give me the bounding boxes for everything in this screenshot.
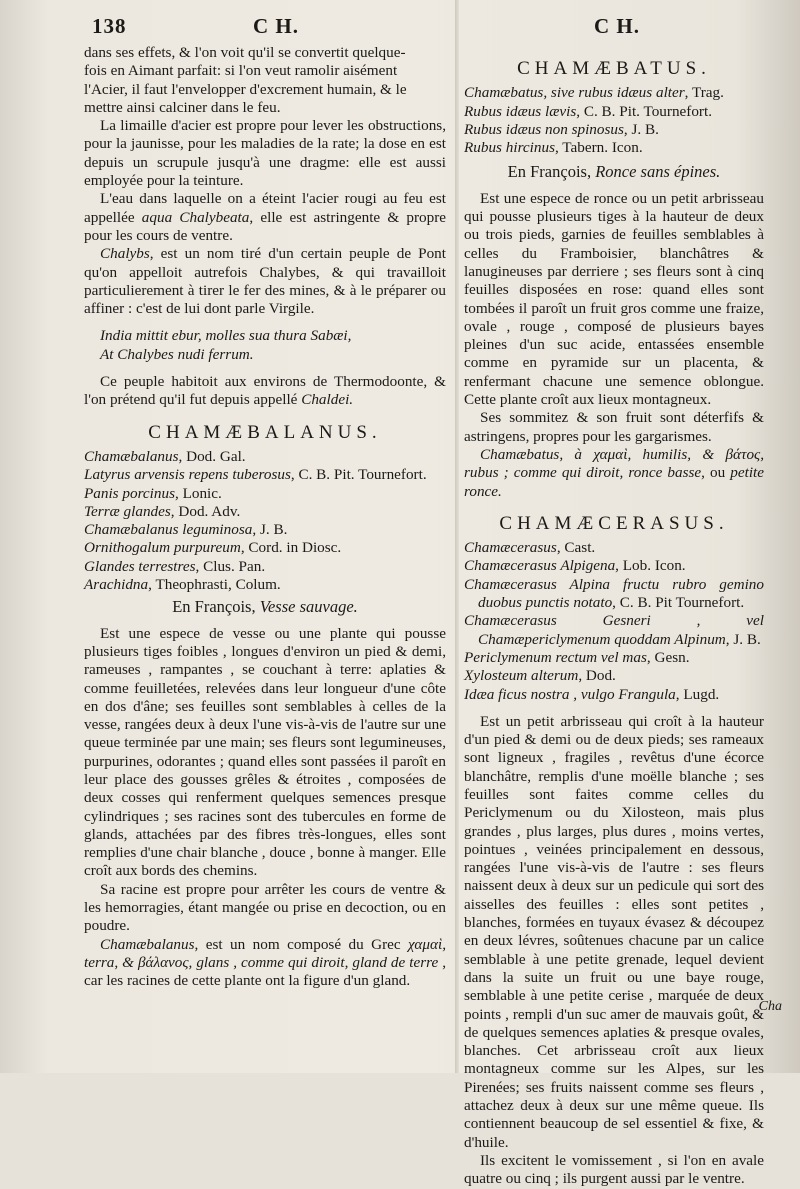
column-gutter: [455, 0, 459, 1073]
etymology-paragraph: Chamæbatus, à χαμαὶ, humilis, & βάτος, rubus ; comme qui diroit, ronce basse, ou petite ronce.: [464, 445, 765, 500]
synonym-entry: Latyrus arvensis repens tuberosus, C. B. Pit. Tournefort.: [84, 466, 427, 484]
synonym-list: [464, 84, 764, 157]
etymology-paragraph: Chamæbalanus, est un nom composé du Grec χαμαὶ, terra, & βάλανος, glans , comme qui diroit, gland de terre , car les racines de cette plante ont la figure d'un gland.: [84, 935, 446, 990]
verse-line: At Chalybes nudi ferrum.: [100, 345, 254, 363]
synonym-list: [464, 539, 764, 704]
synonym-entry: Xylosteum alterum, Dod.: [464, 667, 616, 685]
usage-paragraph: Ils excitent le vomissement , si l'on en avale quatre ou cinq ; ils purgent aussi par le ventre.: [464, 1151, 764, 1188]
text-line: dans ses effets, & l'on voit qu'il se convertit quelque-: [84, 44, 406, 61]
synonym-entry: Chamæcerasus Alpina fructu rubro gemino duobus punctis notato, C. B. Pit Tournefort.: [464, 575, 764, 612]
synonym-entry: Chamæcerasus Alpigena, Lob. Icon.: [464, 557, 686, 575]
paragraph-eau: L'eau dans laquelle on a éteint l'acier rougi au feu est appellée aqua Chalybeata, elle est astringente & propre pour les cours de ventre.: [84, 190, 446, 244]
text-line: mettre ainsi calciner dans le feu.: [84, 98, 281, 116]
synonym-list: [84, 448, 446, 594]
description-paragraph: Est une espece de vesse ou une plante qui pousse plusieurs tiges foibles , longues d'environ un pied & demi, rameuses , rampantes , se couchant à terre: aplaties & comme feuilletées, relevées dans leur longueur d'une côte en dos d'âne; ses feuilles sont semblables à celles de la vesse, rangées deux à deux l'une vis-à-vis de l'autre sur une queue terminée par une main; ses fleurs sont legumineuses, purpurines, odorantes ; quand elles sont passées il paroît en leur place des gousses grêles & étroites , composées de deux cosses qui renferment quelques semences presque cylindriques ; ses racines sont des tubercules en forme de glands, attachées par des fibres très-longues, elles sont remplies d'une chair blanche , douce , bonne à manger. Elle croît aux bords des chemins.: [84, 624, 446, 880]
usage-paragraph: Ses sommitez & son fruit sont déterfifs & astringens, propres pour les gargarismes.: [464, 409, 764, 445]
catchword: Cha: [758, 999, 782, 1014]
synonym-entry: Glandes terrestres, Clus. Pan.: [84, 557, 266, 575]
description-paragraph: Est un petit arbrisseau qui croît à la hauteur d'un pied & demi ou de deux pieds; ses rameaux sont ligneux , fragiles , revêtus d'une écorce blanchâtre, remplis d'une moëlle blanche ; ses feuilles sont faites comme celles du Periclymenum ou du Xilosteon, mais plus grandes , plus larges, plus dures , moins vertes, pointues , veinées principalement en dessous, rangées l'une vis-à-vis de l'autre : ses fleurs naissent deux à deux sur un pedicule qui sort des aisselles des feuilles : elles sont petites , blanches, formées en tuyaux évasez & découpez en deux lévres, soûtenues chacune par un calice semblable à une petite grenade, lequel devient dans la suite un fruit ou une baye rouge, semblable à une petite cerise , marquée de deux points , rempli d'un suc amer de mauvais goût, & de quelques semences aplaties & presque ovales, blanches. Cet arbrisseau croît aux lieux montagneux comme sur les Alpes, sur les Pirenées; ses fruits naissent comme ses fleurs , attachez deux à deux sur une même queue. Ils contiennent beaucoup de sel essentiel & fixe, & d'huile.: [464, 712, 764, 1151]
right-column: [464, 60, 764, 1189]
synonym-entry: Rubus hircinus, Tabern. Icon.: [464, 139, 643, 157]
synonym-entry: Chamæbalanus leguminosa, J. B.: [84, 521, 288, 539]
synonym-entry: Terræ glandes, Dod. Adv.: [84, 502, 241, 520]
text-line: fois en Aimant parfait: si l'on veut ramolir aisément: [84, 62, 398, 80]
synonym-entry: Panis porcinus, Lonic.: [84, 484, 222, 502]
paragraph-chalybs: Chalybs, est un nom tiré d'un certain peuple de Pont qu'on appelloit autrefois Chalybes, & qui travailloit particulierement à tirer le fer des mines, & à le préparer ou affiner : c'est de lui dont parle Virgile.: [84, 245, 446, 318]
description-paragraph: Est une espece de ronce ou un petit arbrisseau qui pousse plusieurs tiges à la hauteur de deux ou trois pieds, garnies de feuilles semblables à celles du Framboisier, blanchâtres & lanugineuses par derriere ; ses fleurs sont à cinq feuilles disposées en rose: quand elles sont tombées il paroît un fruit gros comme une fraize, ovale , rouge , composé de plusieurs bayes pleines d'un suc acide, entassées ensemble comme en pyramide sur un placenta, & renfermant chacune une semence oblongue. Cette plante croît aux lieux montagneux.: [464, 189, 764, 409]
french-name-heading: En François, Vesse sauvage.: [172, 597, 358, 617]
synonym-entry: Chamæbalanus, Dod. Gal.: [84, 447, 246, 465]
section-title-chamaebatus: CHAMÆBATUS.: [517, 58, 711, 79]
synonym-entry: Chamæcerasus, Cast.: [464, 539, 596, 557]
verse-line: India mittit ebur, molles sua thura Sabæi,: [100, 327, 352, 345]
synonym-entry: Arachidna, Theophrasti, Colum.: [84, 576, 281, 594]
left-column: [84, 44, 446, 991]
synonym-entry: Rubus idæus lævis, C. B. Pit. Tournefort.: [464, 102, 713, 120]
intro-lines: [84, 44, 446, 117]
french-name-heading: En François, Ronce sans épines.: [507, 162, 721, 182]
left-running-head: C H.: [253, 14, 299, 38]
right-running-head: C H.: [594, 14, 640, 38]
page-number: 138: [92, 14, 127, 38]
synonym-entry: Chamæbatus, sive rubus idæus alter, Trag.: [464, 84, 724, 102]
section-title-chamaebalanus: CHAMÆBALANUS.: [148, 421, 382, 443]
synonym-entry: Chamæcerasus Gesneri , vel Chamæpericlymenum quoddam Alpinum, J. B.: [464, 612, 764, 648]
synonym-entry: Ornithogalum purpureum, Cord. in Diosc.: [84, 539, 342, 557]
paragraph-peuple: Ce peuple habitoit aux environs de Thermodoonte, & l'on prétend qu'il fut depuis appellé Chaldei.: [84, 373, 446, 409]
usage-paragraph: Sa racine est propre pour arrêter les cours de ventre & les hemorragies, étant mangée ou prise en decoction, ou en poudre.: [84, 880, 446, 935]
paragraph-limaille: La limaille d'acier est propre pour lever les obstructions, pour la jaunisse, pour les maladies de la rate; la dose en est depuis un scrupule jusqu'à une dragme: elle est aussi employée pour la teinture.: [84, 117, 446, 190]
section-title-chamaecerasus: CHAMÆCERASUS.: [499, 512, 729, 534]
synonym-entry: Periclymenum rectum vel mas, Gesn.: [464, 648, 690, 666]
text-line: l'Acier, il faut l'envelopper d'excrement humain, & le: [84, 80, 407, 98]
synonym-entry: Idæa ficus nostra , vulgo Frangula, Lugd.: [464, 685, 720, 703]
synonym-entry: Rubus idæus non spinosus, J. B.: [464, 120, 659, 138]
